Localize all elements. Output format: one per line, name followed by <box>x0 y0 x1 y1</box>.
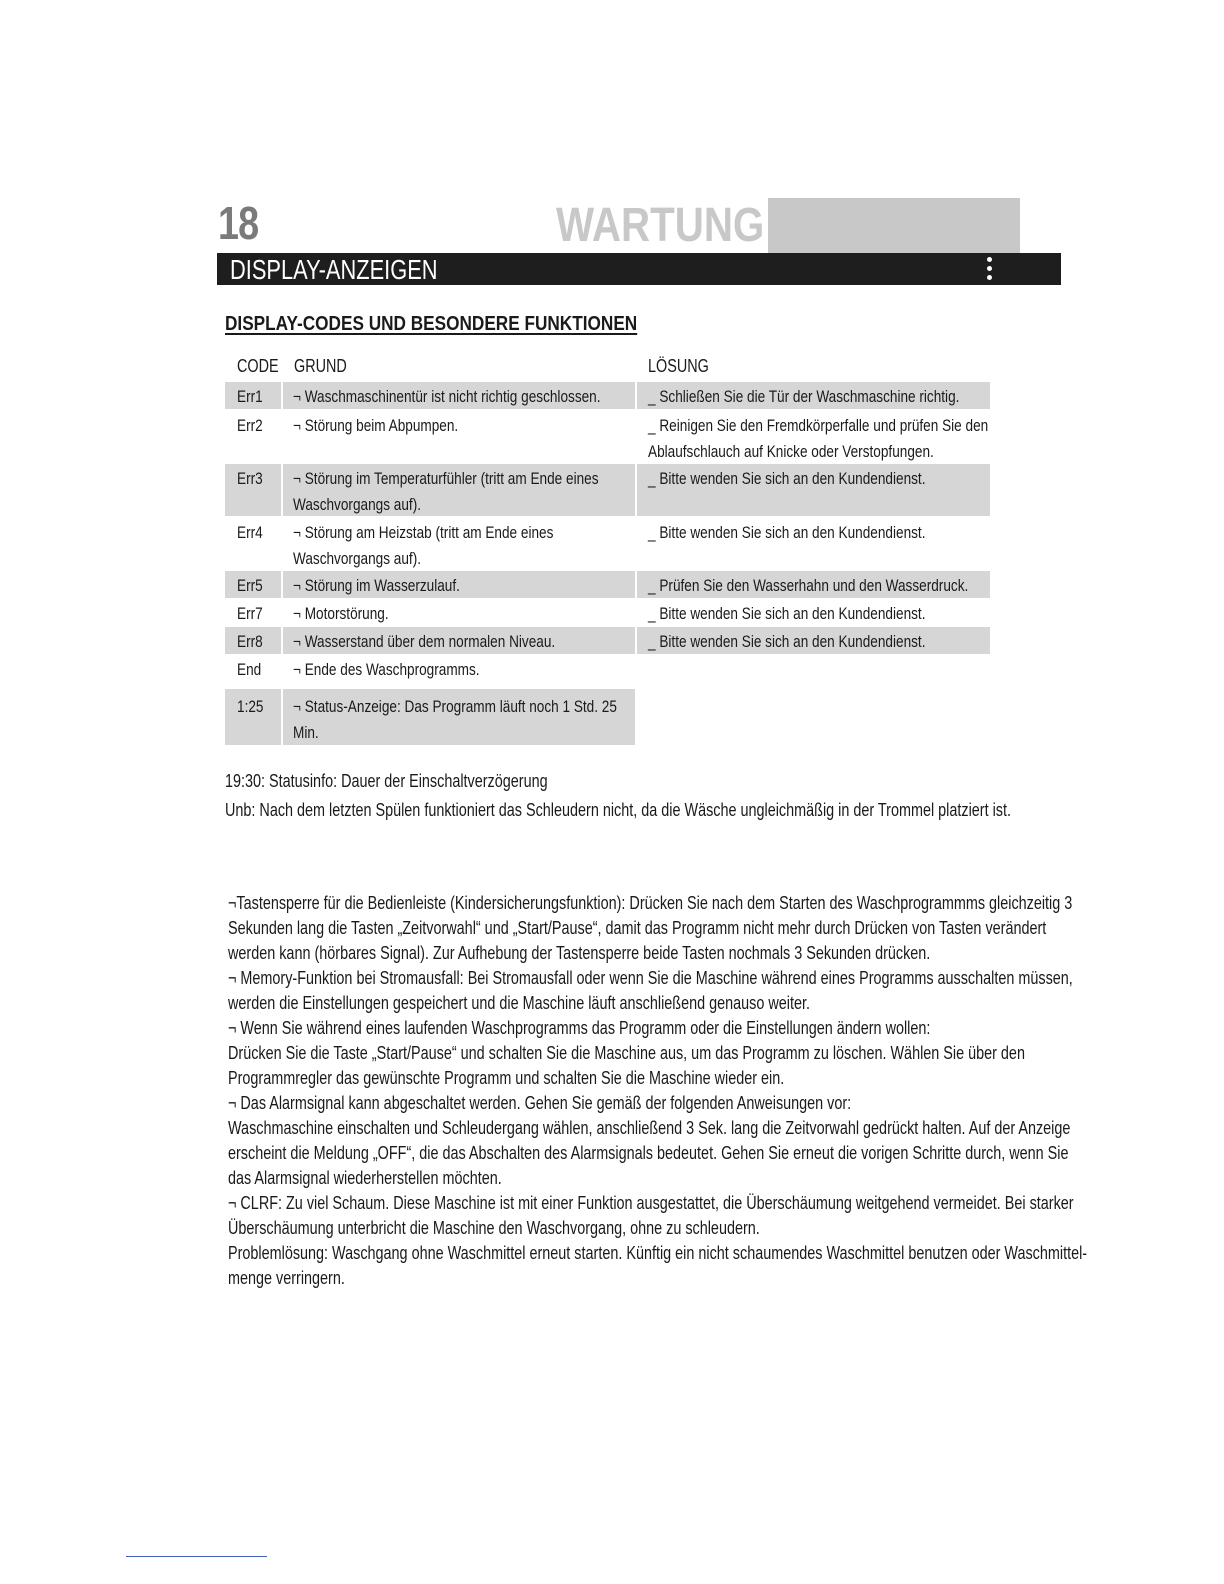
function-text-line: werden die Einstellungen gespeichert und die Maschine läuft anschließend genauso weiter. <box>228 993 810 1013</box>
page-number: 18 <box>218 197 259 249</box>
column-header-loesung: LÖSUNG <box>648 356 709 376</box>
note-unbalance: Unb: Nach dem letzten Spülen funktioniert das Schleudern nicht, da die Wäsche ungleichmäßig in der Trommel platziert ist. <box>225 800 1011 820</box>
table-cell-loesung: _ Schließen Sie die Tür der Waschmaschine richtig. <box>637 382 990 409</box>
table-cell-grund: ¬ Motorstörung. <box>293 604 389 623</box>
header-bar <box>217 253 1061 285</box>
table-cell-loesung: _ Bitte wenden Sie sich an den Kundendienst. <box>637 627 990 654</box>
table-subheading: DISPLAY-CODES UND BESONDERE FUNKTIONEN <box>225 313 638 335</box>
table-cell-code: Err1 <box>225 382 281 409</box>
table-cell-grund: ¬ Störung im Temperaturfühler (tritt am Ende eines Waschvorgangs auf). <box>283 464 635 516</box>
function-text-line: ¬ Das Alarmsignal kann abgeschaltet werden. Gehen Sie gemäß der folgenden Anweisungen vor: <box>228 1093 852 1113</box>
function-text-line: ¬ Wenn Sie während eines laufenden Waschprogramms das Programm oder die Einstellungen ändern wollen: <box>228 1018 931 1038</box>
header-grey-tab <box>768 198 1020 254</box>
footer-rule <box>126 1556 267 1557</box>
header-bar-title: DISPLAY-ANZEIGEN <box>230 254 438 285</box>
table-cell-loesung: _ Bitte wenden Sie sich an den Kundendienst. <box>648 523 926 542</box>
table-cell-grund: ¬ Störung am Heizstab (tritt am Ende eines Waschvorgangs auf). <box>293 523 554 568</box>
section-title: WARTUNG <box>556 199 765 252</box>
function-text-line: das Alarmsignal wiederherstellen möchten. <box>228 1168 502 1188</box>
more-dots-icon <box>987 257 993 284</box>
table-cell-loesung: _ Prüfen Sie den Wasserhahn und den Wasserdruck. <box>637 571 990 598</box>
function-text-line: werden kann (hörbares Signal). Zur Aufhebung der Tastensperre beide Tasten nochmals 3 Sekunden drücken. <box>228 943 931 963</box>
function-text-line: ¬ Memory-Funktion bei Stromausfall: Bei Stromausfall oder wenn Sie die Maschine während eines Programms ausschalten müssen, <box>228 968 1073 988</box>
function-text-line: Programmregler das gewünschte Programm und schalten Sie die Maschine wieder ein. <box>228 1068 785 1088</box>
table-cell-grund: ¬ Störung beim Abpumpen. <box>293 416 459 435</box>
function-text-line: Waschmaschine einschalten und Schleudergang wählen, anschließend 3 Sek. lang die Zeitvorwahl gedrückt halten. Auf der Anzeige <box>228 1118 1071 1138</box>
table-cell-code: Err8 <box>225 627 281 654</box>
table-cell-grund: ¬ Status-Anzeige: Das Programm läuft noch 1 Std. 25 Min. <box>283 689 635 745</box>
function-text-line: Sekunden lang die Tasten „Zeitvorwahl“ und „Start/Pause“, damit das Programm nicht mehr durch Drücken von Tasten verändert <box>228 918 1047 938</box>
note-statusinfo: 19:30: Statusinfo: Dauer der Einschaltverzögerung <box>225 771 548 791</box>
function-text-line: erscheint die Meldung „OFF“, die das Abschalten des Alarmsignals bedeutet. Gehen Sie erneut die vorigen Schritte durch, wenn Sie <box>228 1143 1069 1163</box>
table-cell-code: Err2 <box>237 416 263 435</box>
table-cell-code: 1:25 <box>225 689 281 745</box>
function-text-line: Problemlösung: Waschgang ohne Waschmittel erneut starten. Künftig ein nicht schaumendes Waschmittel benutzen oder Waschmittel- <box>228 1243 1088 1263</box>
table-cell-grund: ¬ Störung im Wasserzulauf. <box>283 571 635 598</box>
column-header-code: CODE <box>237 356 279 376</box>
table-cell-code: Err3 <box>225 464 281 516</box>
table-cell-code: Err5 <box>225 571 281 598</box>
table-cell-loesung: _ Reinigen Sie den Fremdkörperfalle und prüfen Sie den Ablaufschlauch auf Knicke oder Verstopfungen. <box>648 416 989 461</box>
function-text-line: ¬ CLRF: Zu viel Schaum. Diese Maschine ist mit einer Funktion ausgestattet, die Überschäumung weitgehend vermeidet. Bei starker <box>228 1193 1074 1213</box>
table-cell-grund: ¬ Ende des Waschprogramms. <box>293 660 480 679</box>
table-cell-code: Err7 <box>237 604 263 623</box>
function-text-line: menge verringern. <box>228 1268 345 1288</box>
table-cell-grund: ¬ Waschmaschinentür ist nicht richtig geschlossen. <box>283 382 635 409</box>
table-cell-loesung: _ Bitte wenden Sie sich an den Kundendienst. <box>637 464 990 516</box>
table-cell-loesung: _ Bitte wenden Sie sich an den Kundendienst. <box>648 604 926 623</box>
function-text-line: ¬Tastensperre für die Bedienleiste (Kindersicherungsfunktion): Drücken Sie nach dem Starten des Waschprogrammms gleichzeitig 3 <box>228 893 1073 913</box>
function-text-line: Überschäumung unterbricht die Maschine den Waschvorgang, ohne zu schleudern. <box>228 1218 760 1238</box>
table-cell-code: Err4 <box>237 523 263 542</box>
column-header-grund: GRUND <box>294 356 347 376</box>
table-cell-grund: ¬ Wasserstand über dem normalen Niveau. <box>283 627 635 654</box>
table-cell-code: End <box>237 660 262 679</box>
function-text-line: Drücken Sie die Taste „Start/Pause“ und schalten Sie die Maschine aus, um das Programm zu löschen. Wählen Sie über den <box>228 1043 1025 1063</box>
